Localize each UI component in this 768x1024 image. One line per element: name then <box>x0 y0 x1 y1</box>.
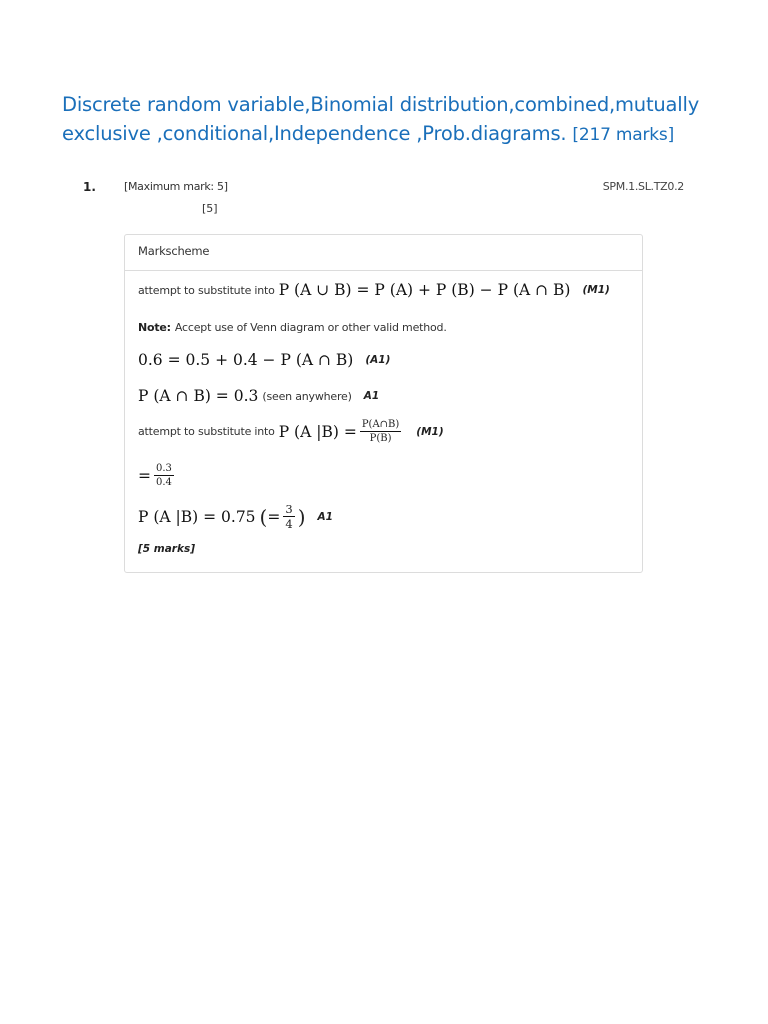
markscheme-total <box>138 543 195 555</box>
line-5-equals: = <box>138 466 151 485</box>
right-paren-symbol: ) <box>297 504 306 529</box>
line-2-formula: 0.6 = 0.5 + 0.4 − P (A ∩ B) <box>138 351 354 369</box>
line-6-fraction <box>283 503 294 530</box>
total-marks-label: [5 marks] <box>138 543 195 555</box>
line-6-denominator: 4 <box>285 517 293 531</box>
line-6-mark: A1 <box>317 510 333 523</box>
question-marks: [5] <box>202 202 218 215</box>
line-4-denominator: P(B) <box>369 433 392 444</box>
question-reference: SPM.1.SL.TZ0.2 <box>602 180 684 193</box>
line-6-formula: P (A |B) = 0.75 <box>138 507 256 526</box>
total-marks: [217 marks] <box>572 125 675 145</box>
question-number: 1. <box>83 180 96 194</box>
markscheme-line-6 <box>138 503 333 530</box>
line-1-formula: P (A ∪ B) = P (A) + P (B) − P (A ∩ B) <box>278 281 571 299</box>
line-4-mark: (M1) <box>416 425 444 438</box>
markscheme-line-3 <box>138 387 379 405</box>
note-text: Accept use of Venn diagram or other valid method. <box>174 321 447 334</box>
markscheme-box <box>124 234 643 573</box>
markscheme-line-2 <box>138 351 390 369</box>
markscheme-line-5 <box>138 463 177 488</box>
markscheme-line-1 <box>138 281 610 299</box>
line-4-formula: P (A |B) = <box>278 422 357 441</box>
line-5-denominator: 0.4 <box>156 477 172 488</box>
line-3-text: (seen anywhere) <box>262 389 352 403</box>
maximum-mark: [Maximum mark: 5] <box>124 180 228 193</box>
line-1-text: attempt to substitute into <box>138 283 275 297</box>
markscheme-note <box>138 321 447 334</box>
line-6-numerator: 3 <box>285 502 293 516</box>
line-2-mark: (A1) <box>365 354 391 366</box>
line-4-text: attempt to substitute into <box>138 425 275 438</box>
line-5-fraction <box>154 463 174 488</box>
title-text: Discrete random variable,Binomial distribution,combined,mutually exclusive ,conditional,Independence ,Prob.diagrams. <box>62 93 700 145</box>
line-1-mark: (M1) <box>582 284 610 296</box>
line-3-formula: P (A ∩ B) = 0.3 <box>138 387 259 405</box>
left-paren-symbol: ( <box>259 504 268 529</box>
line-4-fraction <box>360 419 401 444</box>
page-title <box>62 90 722 150</box>
line-3-mark: A1 <box>363 390 380 402</box>
line-6-equals: = <box>267 507 281 526</box>
markscheme-heading: Markscheme <box>125 235 642 271</box>
note-label: Note: <box>138 321 171 334</box>
line-5-numerator: 0.3 <box>156 463 172 474</box>
markscheme-line-4 <box>138 419 444 444</box>
line-4-numerator: P(A∩B) <box>361 419 400 430</box>
